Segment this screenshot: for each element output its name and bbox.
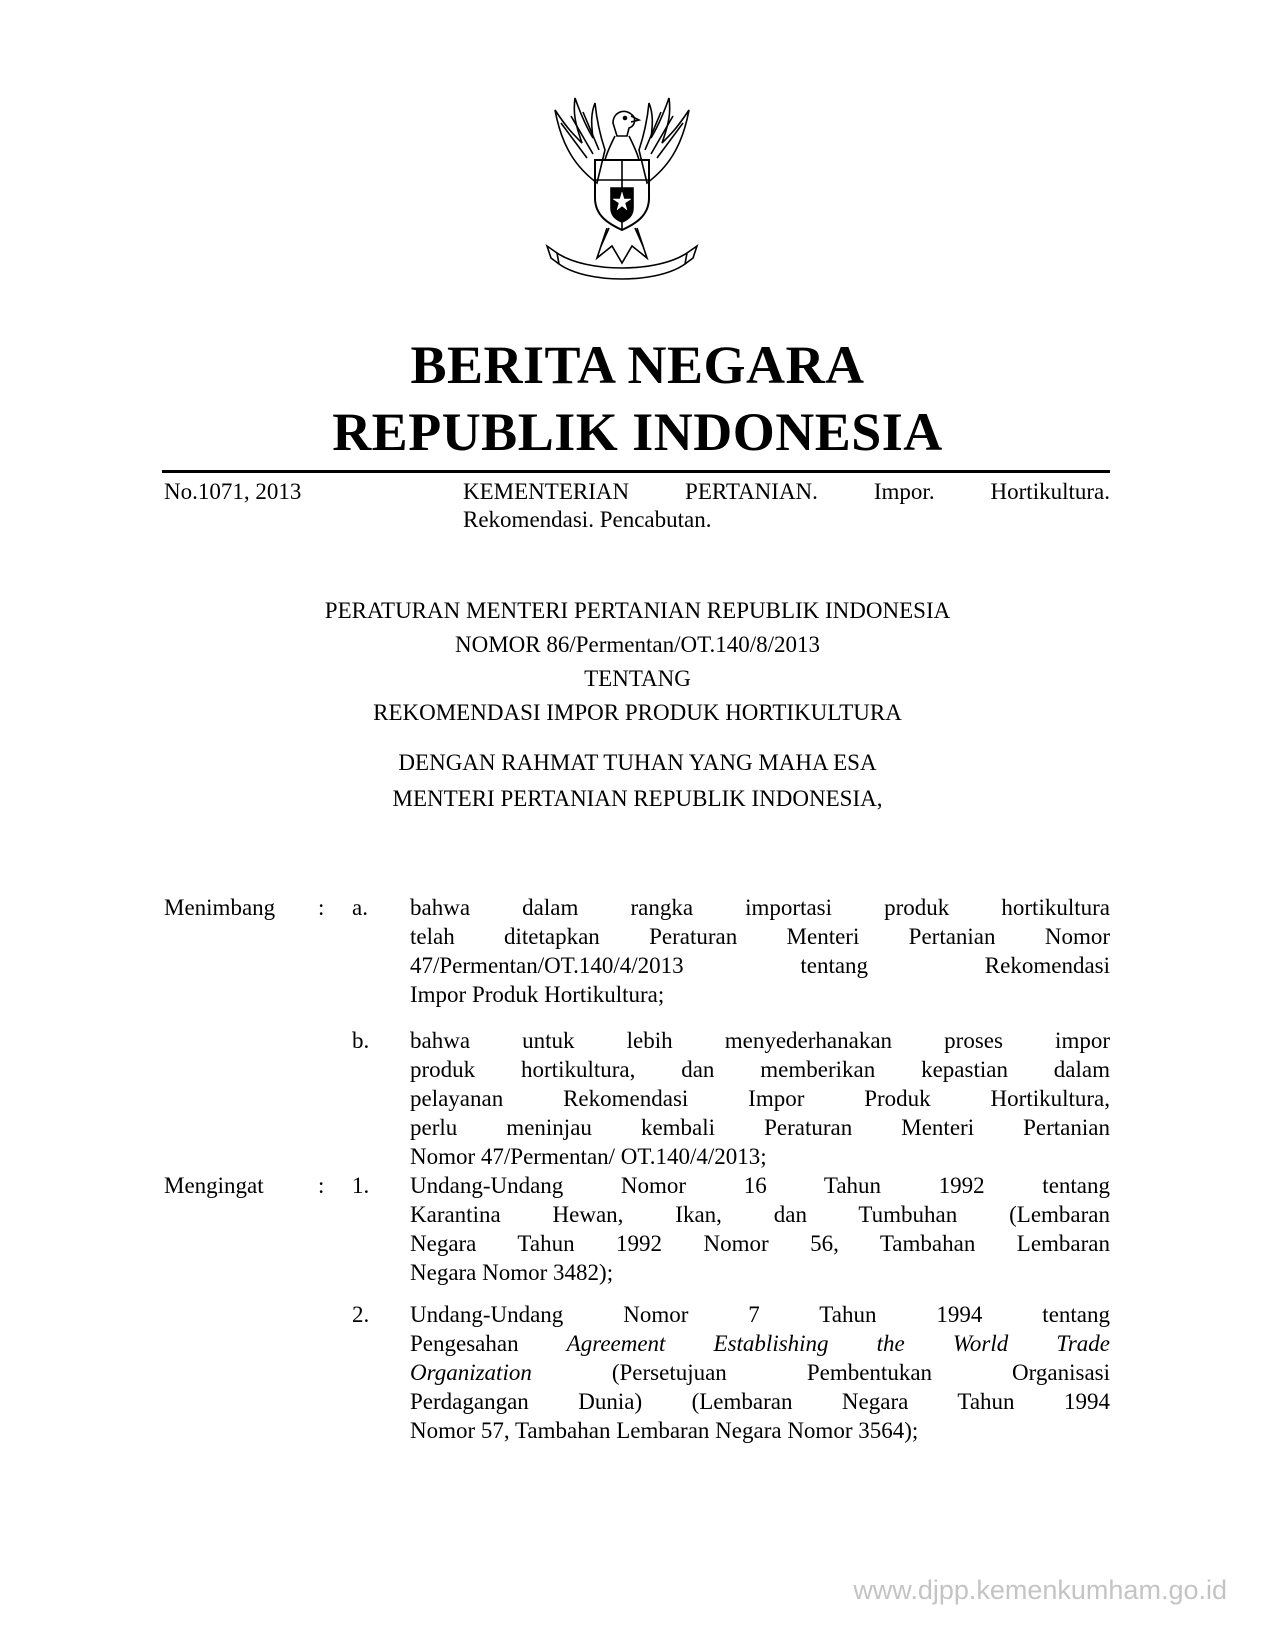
text-line: bahwa untuk lebih menyederhanakan proses impor — [410, 1028, 1110, 1053]
masthead-divider — [162, 470, 1110, 473]
text-fragment: (Persetujuan Pembentukan Organisasi — [531, 1360, 1110, 1385]
menimbang-item-a — [410, 893, 1110, 1009]
text-line — [410, 1329, 1110, 1358]
text-fragment: Pengesahan — [410, 1331, 567, 1356]
gazette-keywords-line2: Rekomendasi. Pencabutan. — [463, 507, 712, 532]
preamble-line2: MENTERI PERTANIAN REPUBLIK INDONESIA, — [392, 786, 883, 811]
text-line: Karantina Hewan, Ikan, dan Tumbuhan (Lembaran — [410, 1202, 1110, 1227]
text-line: Impor Produk Hortikultura; — [410, 982, 665, 1007]
text-line — [410, 1358, 1110, 1387]
text-line: 47/Permentan/OT.140/4/2013 tentang Rekomendasi — [410, 953, 1110, 978]
menimbang-label: Menimbang — [164, 895, 276, 920]
mengingat-colon: : — [318, 1173, 325, 1198]
text-line: produk hortikultura, dan memberikan kepastian dalam — [410, 1057, 1110, 1082]
masthead-title-line1: BERITA NEGARA — [410, 335, 865, 395]
text-line: Negara Tahun 1992 Nomor 56, Tambahan Lembaran — [410, 1231, 1110, 1256]
regulation-title: PERATURAN MENTERI PERTANIAN REPUBLIK INDONESIA — [324, 598, 951, 623]
gazette-keywords-line1: KEMENTERIAN PERTANIAN. Impor. Hortikultura. — [463, 479, 1110, 504]
mengingat-label: Mengingat — [164, 1173, 264, 1198]
text-line: bahwa dalam rangka importasi produk hortikultura — [410, 895, 1110, 920]
regulation-about: TENTANG — [584, 666, 691, 691]
menimbang-item-b — [410, 1026, 1110, 1171]
website-watermark: www.djpp.kemenkumham.go.id — [853, 1575, 1227, 1605]
text-line: perlu meninjau kembali Peraturan Menteri Pertanian — [410, 1115, 1110, 1140]
text-line: telah ditetapkan Peraturan Menteri Pertanian Nomor — [410, 924, 1110, 949]
mengingat-marker-1: 1. — [352, 1173, 370, 1198]
gazette-number: No.1071, 2013 — [164, 479, 302, 504]
menimbang-marker-b: b. — [352, 1028, 370, 1053]
mengingat-item-2 — [410, 1300, 1110, 1445]
text-fragment-italic: Agreement Establishing the World Trade — [566, 1331, 1110, 1356]
preamble-line1: DENGAN RAHMAT TUHAN YANG MAHA ESA — [398, 750, 877, 775]
mengingat-marker-2: 2. — [352, 1302, 370, 1327]
text-line: Perdagangan Dunia) (Lembaran Negara Tahun 1994 — [410, 1389, 1110, 1414]
mengingat-item-1 — [410, 1171, 1110, 1287]
text-fragment-italic: Organization — [410, 1360, 532, 1385]
garuda-emblem-icon — [527, 88, 717, 288]
text-line: Undang-Undang Nomor 16 Tahun 1992 tentang — [410, 1173, 1110, 1198]
menimbang-colon: : — [318, 895, 325, 920]
text-line: Nomor 47/Permentan/ OT.140/4/2013; — [410, 1144, 767, 1169]
text-line: Nomor 57, Tambahan Lembaran Negara Nomor 3564); — [410, 1418, 919, 1443]
masthead-title-line2: REPUBLIK INDONESIA — [332, 402, 943, 462]
regulation-number: NOMOR 86/Permentan/OT.140/8/2013 — [455, 632, 820, 657]
text-line: pelayanan Rekomendasi Impor Produk Hortikultura, — [410, 1086, 1110, 1111]
text-line: Undang-Undang Nomor 7 Tahun 1994 tentang — [410, 1302, 1110, 1327]
text-line: Negara Nomor 3482); — [410, 1260, 614, 1285]
menimbang-marker-a: a. — [352, 895, 368, 920]
regulation-subject: REKOMENDASI IMPOR PRODUK HORTIKULTURA — [373, 700, 902, 725]
